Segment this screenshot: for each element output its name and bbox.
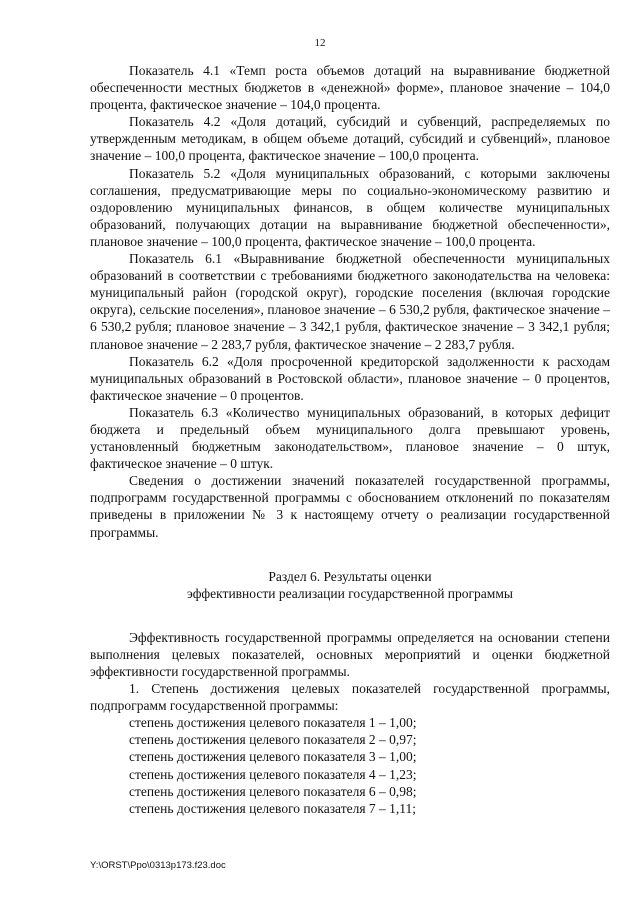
list-item: степень достижения целевого показателя 7 – 1,11;	[129, 800, 417, 816]
list-item: степень достижения целевого показателя 4 – 1,23;	[129, 766, 417, 782]
list-item: степень достижения целевого показателя 2 – 0,97;	[129, 732, 417, 748]
paragraph-indicator-4-1: Показатель 4.1 «Темп роста объемов дотаций на выравнивание бюджетной обеспеченности местных бюджетов в «денежной» форме», плановое значение – 104,0 процента, фактическое значение – 104,0 процента.	[90, 63, 610, 113]
list-item: степень достижения целевого показателя 3 – 1,00;	[129, 749, 417, 765]
paragraph-indicator-6-2: Показатель 6.2 «Доля просроченной кредиторской задолженности к расходам муниципальных образований в Ростовской области», плановое значение – 0 процентов, фактическое значение – 0 процентов.	[90, 353, 610, 403]
section-heading-line-1: Раздел 6. Результаты оценки	[268, 568, 432, 584]
section-heading	[90, 568, 610, 602]
document-body	[90, 62, 610, 817]
paragraph-indicator-4-2: Показатель 4.2 «Доля дотаций, субсидий и субвенций, распределяемых по утвержденным методикам, в общем объеме дотаций, субсидий и субвенций», плановое значение – 100,0 процента, фактическое значение – 100,0 процента.	[90, 114, 610, 164]
paragraph-indicator-5-2: Показатель 5.2 «Доля муниципальных образований, с которыми заключены соглашения, предусматривающие меры по социально-экономическому развитию и оздоровлению муниципальных финансов, в общем количестве муниципальных образований, получающих дотации на выравнивание бюджетной обеспеченности», плановое значение – 100,0 процента, фактическое значение – 100,0 процента.	[90, 165, 610, 249]
file-path-footer: Y:\ORST\Ppo\0313p173.f23.doc	[90, 860, 226, 871]
paragraph-indicator-6-3: Показатель 6.3 «Количество муниципальных образований, в которых дефицит бюджета и предельный объем муниципального долга превышают уровень, установленный бюджетным законодательством», плановое значение – 0 штук, фактическое значение – 0 штук.	[90, 404, 610, 472]
paragraph-indicators-summary: Сведения о достижении значений показателей государственной программы, подпрограмм государственной программы с обоснованием отклонений по показателям приведены в приложении № 3 к настоящему отчету о реализации государственной программы.	[90, 473, 610, 540]
target-degree-list	[90, 714, 610, 817]
section-heading-line-2: эффективности реализации государственной программы	[187, 585, 513, 601]
list-item: степень достижения целевого показателя 1 – 1,00;	[129, 715, 417, 731]
list-item: степень достижения целевого показателя 6 – 0,98;	[129, 783, 417, 799]
paragraph-indicator-6-1: Показатель 6.1 «Выравнивание бюджетной обеспеченности муниципальных образований в соответствии с требованиями бюджетного законодательства на человека: муниципальный район (городской округ), городские поселения (включая городские округа), сельские поселения», плановое значение – 6 530,2 рубля, фактическое значение – 6 530,2 рубля; плановое значение – 3 342,1 рубля, фактическое значение – 3 342,1 рубля; плановое значение – 2 283,7 рубля, фактическое значение – 2 283,7 рубля.	[90, 251, 610, 352]
page-number: 12	[314, 37, 326, 49]
paragraph-target-degree: 1. Степень достижения целевых показателей государственной программы, подпрограмм государственной программы:	[90, 681, 610, 714]
paragraph-efficiency-intro: Эффективность государственной программы определяется на основании степени выполнения целевых показателей, основных мероприятий и оценки бюджетной эффективности государственной программы.	[90, 629, 610, 679]
